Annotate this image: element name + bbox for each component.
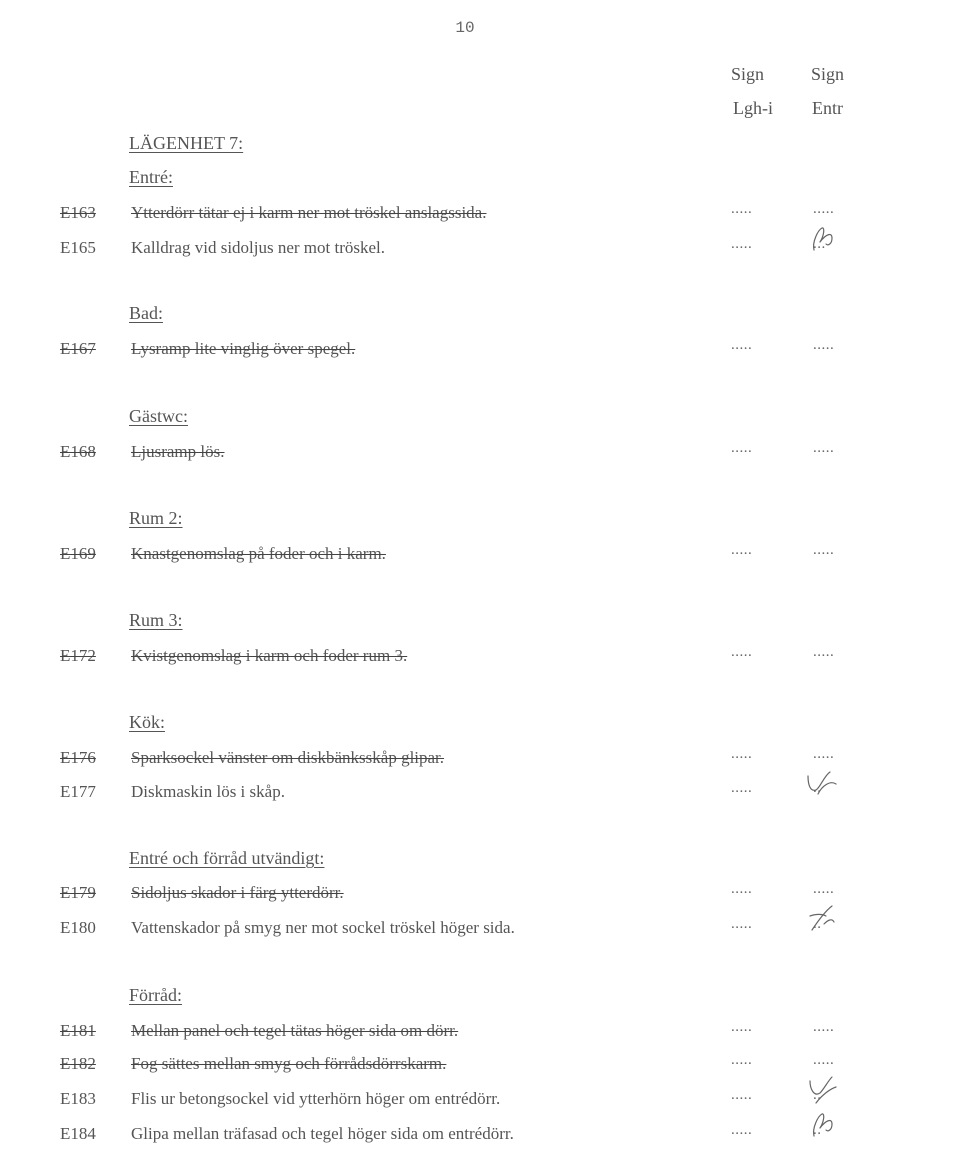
sign-entr-dots: .. [813, 780, 822, 796]
section-heading: Bad: [129, 303, 163, 323]
section-heading: Rum 3: [129, 610, 183, 630]
sign-entr-dots: ..... [813, 542, 835, 558]
sign-lgh-dots: ..... [731, 644, 753, 660]
sign-entr-dots: .. [813, 916, 822, 932]
sign-entr-dots: ..... [813, 440, 835, 456]
item-code: E182 [60, 1054, 96, 1073]
signature-mark [800, 904, 844, 934]
item-code: E184 [60, 1124, 96, 1143]
sign-entr-dots: .. [813, 1087, 822, 1103]
item-description: Mellan panel och tegel tätas höger sida om dörr. [131, 1021, 459, 1040]
item-code: E183 [60, 1089, 96, 1108]
signature-mark [800, 768, 844, 798]
item-description: Diskmaskin lös i skåp. [131, 782, 285, 801]
item-description: Knastgenomslag på foder och i karm. [131, 544, 386, 563]
sign-entr-dots: ... [813, 236, 826, 252]
section-heading: Kök: [129, 712, 165, 732]
sign-entr-dots: ..... [813, 746, 835, 762]
sign-lgh-dots: ..... [731, 1087, 753, 1103]
header-sign-entr: Sign [811, 64, 845, 84]
header-sign-lgh: Sign [731, 64, 765, 84]
apartment-title: LÄGENHET 7: [129, 133, 244, 153]
sign-lgh-dots: ..... [731, 881, 753, 897]
item-code: E176 [60, 748, 96, 767]
item-description: Ytterdörr tätar ej i karm ner mot tröskel anslagssida. [131, 203, 487, 222]
sign-entr-dots: ..... [813, 1052, 835, 1068]
item-description: Fog sättes mellan smyg och förrådsdörrskarm. [131, 1054, 447, 1073]
item-code: E167 [60, 339, 96, 358]
signature-mark [800, 1110, 844, 1140]
sign-lgh-dots: ..... [731, 916, 753, 932]
sign-entr-dots: ..... [813, 337, 835, 353]
sign-entr-dots: ..... [813, 881, 835, 897]
sign-entr-dots: ..... [813, 1019, 835, 1035]
sign-lgh-dots: ..... [731, 201, 753, 217]
sign-lgh-dots: ..... [731, 780, 753, 796]
item-description: Flis ur betongsockel vid ytterhörn höger om entrédörr. [131, 1089, 501, 1108]
item-description: Ljusramp lös. [131, 442, 225, 461]
item-description: Kvistgenomslag i karm och foder rum 3. [131, 646, 408, 665]
section-heading: Rum 2: [129, 508, 183, 528]
header-lgh: Lgh-i [733, 98, 773, 118]
sign-entr-dots: .. [813, 1122, 822, 1138]
section-heading: Entré och förråd utvändigt: [129, 848, 325, 868]
sign-lgh-dots: ..... [731, 236, 753, 252]
item-description: Lysramp lite vinglig över spegel. [131, 339, 356, 358]
item-code: E163 [60, 203, 96, 222]
item-code: E180 [60, 918, 96, 937]
item-code: E168 [60, 442, 96, 461]
item-description: Vattenskador på smyg ner mot sockel tröskel höger sida. [131, 918, 515, 937]
sign-lgh-dots: ..... [731, 1019, 753, 1035]
item-code: E177 [60, 782, 96, 801]
sign-lgh-dots: ..... [731, 440, 753, 456]
signature-mark [800, 224, 844, 254]
item-description: Sparksockel vänster om diskbänksskåp glipar. [131, 748, 445, 767]
header-entr: Entr [812, 98, 843, 118]
sign-entr-dots: ..... [813, 644, 835, 660]
section-heading: Entré: [129, 167, 173, 187]
item-description: Kalldrag vid sidoljus ner mot tröskel. [131, 238, 386, 257]
sign-lgh-dots: ..... [731, 1052, 753, 1068]
item-code: E165 [60, 238, 96, 257]
item-code: E179 [60, 883, 96, 902]
item-code: E181 [60, 1021, 96, 1040]
section-heading: Gästwc: [129, 406, 188, 426]
sign-lgh-dots: ..... [731, 542, 753, 558]
signature-mark [800, 1075, 844, 1105]
sign-entr-dots: ..... [813, 201, 835, 217]
item-code: E169 [60, 544, 96, 563]
page-number: 10 [455, 19, 475, 37]
sign-lgh-dots: ..... [731, 337, 753, 353]
section-heading: Förråd: [129, 985, 182, 1005]
item-code: E172 [60, 646, 96, 665]
item-description: Sidoljus skador i färg ytterdörr. [131, 883, 344, 902]
item-description: Glipa mellan träfasad och tegel höger sida om entrédörr. [131, 1124, 514, 1143]
sign-lgh-dots: ..... [731, 1122, 753, 1138]
sign-lgh-dots: ..... [731, 746, 753, 762]
